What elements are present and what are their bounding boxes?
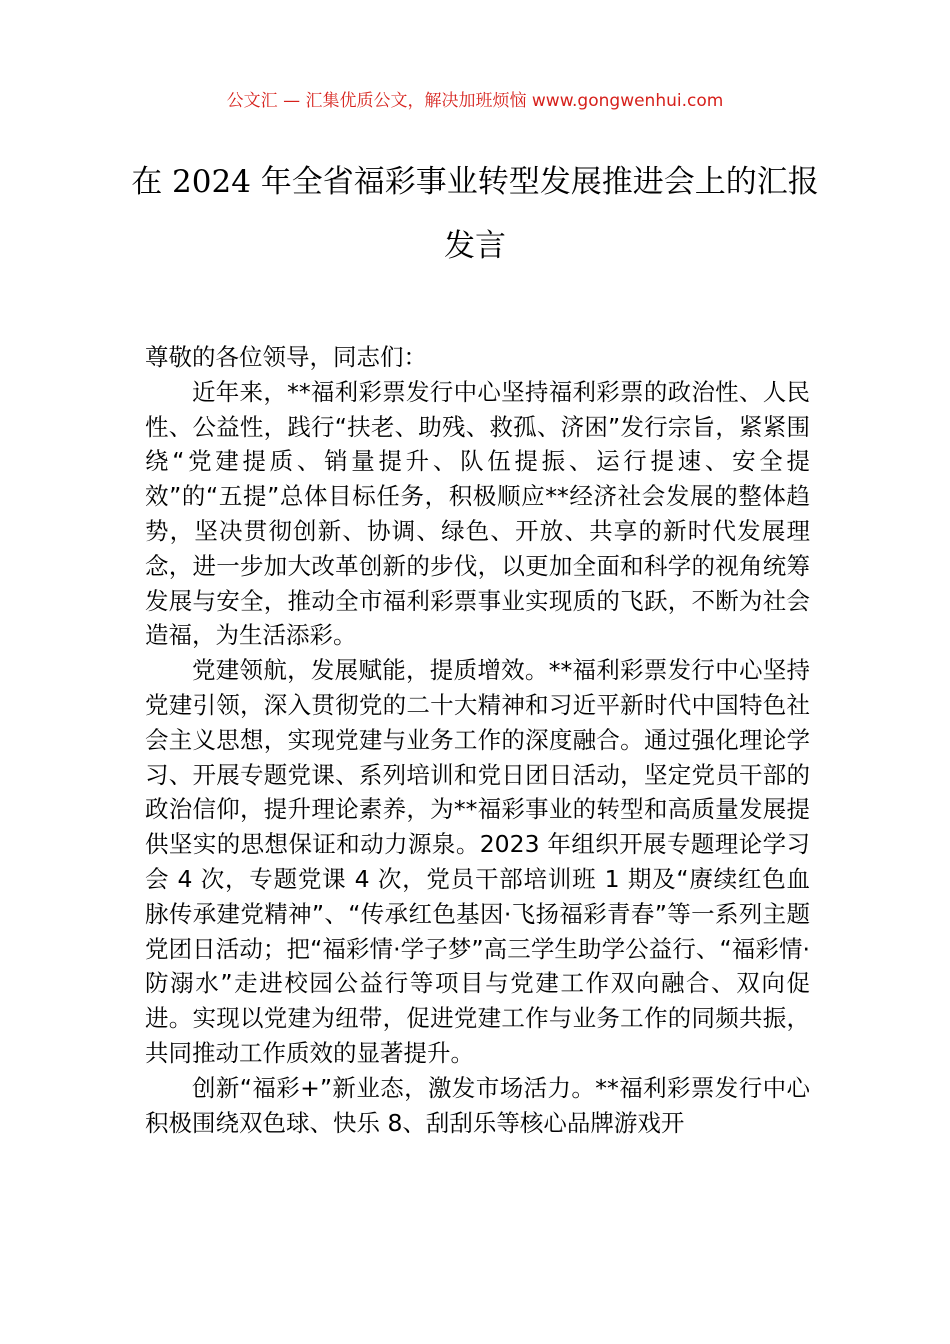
salutation: 尊敬的各位领导，同志们： (145, 343, 427, 371)
paragraph-intro: 近年来，**福利彩票发行中心坚持福利彩票的政治性、人民性、公益性，践行“扶老、助残、救孤、济困”发行宗旨，紧紧围绕“党建提质、销量提升、队伍提振、运行提速、安全提效”的“五提”总体目标任务，积极顺应**经济社会发展的整体趋势，坚决贯彻创新、协调、绿色、开放、共享的新时代发展理念，进一步加大改革创新的步伐，以更加全面和科学的视角统筹发展与安全，推动全市福利彩票事业实现质的飞跃，不断为社会造福，为生活添彩。 (145, 377, 810, 650)
paragraph-innovation: 创新“福彩+”新业态，激发市场活力。**福利彩票发行中心积极围绕双色球、快乐 8、刮刮乐等核心品牌游戏开 (145, 1073, 810, 1137)
paragraph-party-building: 党建领航，发展赋能，提质增效。**福利彩票发行中心坚持党建引领，深入贯彻党的二十大精神和习近平新时代中国特色社会主义思想，实现党建与业务工作的深度融合。通过强化理论学习、开展专题党课、系列培训和党日团日活动，坚定党员干部的政治信仰，提升理论素养，为**福彩事业的转型和高质量发展提供坚实的思想保证和动力源泉。2023 年组织开展专题理论学习会 4 次，专题党课 4 次，党员干部培训班 1 期及“赓续红色血脉传承建党精神”、“传承红色基因·飞扬福彩青春”等一系列主题党团日活动；把“福彩情·学子梦”高三学生助学公益行、“福彩情·防溺水”走进校园公益行等项目与党建工作双向融合、双向促进。实现以党建为纽带，促进党建工作与业务工作的同频共振，共同推动工作质效的显著提升。 (145, 656, 810, 1067)
document-title: 在 2024 年全省福彩事业转型发展推进会上的汇报发言 (131, 164, 819, 264)
document-body (145, 340, 810, 1140)
header-banner: 公文汇 — 汇集优质公文，解决加班烦恼 www.gongwenhui.com (226, 91, 724, 111)
